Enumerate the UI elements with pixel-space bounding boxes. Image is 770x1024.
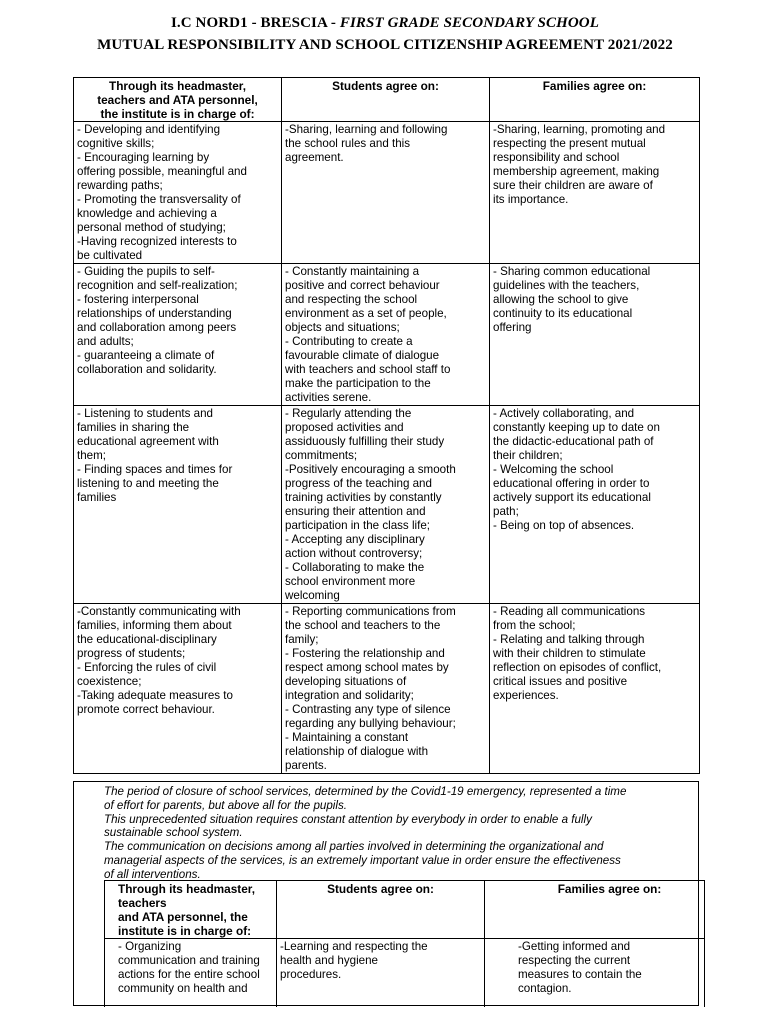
text-line: the school and teachers to the: [285, 619, 441, 632]
text-line: - Contrasting any type of silence: [285, 703, 451, 716]
text-line: welcoming: [285, 589, 340, 602]
text-line: and collaboration among peers: [77, 321, 237, 334]
table-row: [74, 406, 700, 604]
text-line: school environment more: [285, 575, 416, 588]
text-line: continuity to its educational: [493, 307, 633, 320]
text-line: actions for the entire school: [118, 968, 260, 981]
text-line: - Organizing: [118, 940, 182, 953]
institute-cell: [74, 406, 282, 604]
text-line: - guaranteeing a climate of: [77, 349, 215, 362]
institute-cell: [74, 122, 282, 264]
text-line: constantly keeping up to date on: [493, 421, 660, 434]
header-families: [490, 78, 700, 122]
text-line: experiences.: [493, 689, 559, 702]
text-line: agreement.: [285, 151, 344, 164]
institute-cell: [74, 264, 282, 406]
text-line: their children;: [493, 449, 563, 462]
text-line: offering: [493, 321, 532, 334]
table-row: [74, 264, 700, 406]
text-line: - Finding spaces and times for: [77, 463, 233, 476]
text-line: the institute is in charge of:: [100, 107, 255, 121]
text-line: contagion.: [518, 982, 572, 995]
text-line: -Positively encouraging a smooth: [285, 463, 456, 476]
table-header-row: [74, 78, 700, 122]
families-cell: [490, 122, 700, 264]
families-cell: [485, 939, 705, 1007]
school-name: I.C NORD1 - BRESCIA -: [170, 15, 340, 31]
text-line: with teachers and school staff to: [285, 363, 451, 376]
text-line: - Accepting any disciplinary: [285, 533, 425, 546]
text-line: -Sharing, learning, promoting and: [493, 123, 666, 136]
text-line: and adults;: [77, 335, 134, 348]
text-line: membership agreement, making: [493, 165, 660, 178]
students-cell: [282, 406, 490, 604]
text-line: integration and solidarity;: [285, 689, 414, 702]
text-line: -Getting informed and: [518, 940, 631, 953]
text-line: commitments;: [285, 449, 358, 462]
text-line: families, informing them about: [77, 619, 232, 632]
text-line: -Learning and respecting the: [280, 940, 428, 953]
text-line: - Regularly attending the: [285, 407, 412, 420]
text-line: - Promoting the transversality of: [77, 193, 241, 206]
text-line: listening to and meeting the: [77, 477, 219, 490]
institute-cell: [105, 939, 277, 1007]
text-line: Students agree on:: [332, 79, 439, 93]
text-line: - Actively collaborating, and: [493, 407, 635, 420]
text-line: - Reporting communications from: [285, 605, 456, 618]
text-line: training activities by constantly: [285, 491, 442, 504]
text-line: - Collaborating to make the: [285, 561, 425, 574]
text-line: respect among school mates by: [285, 661, 449, 674]
text-line: teachers: [118, 896, 167, 910]
header-students: [282, 78, 490, 122]
text-line: with their children to stimulate: [493, 647, 646, 660]
text-line: - Guiding the pupils to self-: [77, 265, 215, 278]
text-line: them;: [77, 449, 106, 462]
text-line: and ATA personnel, the: [118, 910, 248, 924]
text-line: assiduously fulfilling their study: [285, 435, 445, 448]
text-line: educational offering in order to: [493, 477, 650, 490]
text-line: the school rules and this: [285, 137, 411, 150]
text-line: positive and correct behaviour: [285, 279, 440, 292]
header-institute: [74, 78, 282, 122]
text-line: activities serene.: [285, 391, 372, 404]
text-line: its importance.: [493, 193, 569, 206]
text-line: guidelines with the teachers,: [493, 279, 640, 292]
header-institute: [105, 881, 277, 939]
text-line: responsibility and school: [493, 151, 620, 164]
text-line: -Having recognized interests to: [77, 235, 237, 248]
text-line: - fostering interpersonal: [77, 293, 199, 306]
families-cell: [490, 406, 700, 604]
text-line: - Relating and talking through: [493, 633, 645, 646]
text-line: offering possible, meaningful and: [77, 165, 247, 178]
text-line: - Contributing to create a: [285, 335, 413, 348]
text-line: environment as a set of people,: [285, 307, 447, 320]
text-line: relationship of dialogue with: [285, 745, 429, 758]
text-line: communication and training: [118, 954, 260, 967]
text-line: personal method of studying;: [77, 221, 226, 234]
text-line: proposed activities and: [285, 421, 404, 434]
text-line: and respecting the school: [285, 293, 418, 306]
text-line: promote correct behaviour.: [77, 703, 215, 716]
text-line: respecting the present mutual: [493, 137, 646, 150]
covid-responsibility-table: [104, 880, 705, 1007]
table-row: [105, 939, 705, 1007]
text-line: relationships of understanding: [77, 307, 232, 320]
text-line: -Taking adequate measures to: [77, 689, 233, 702]
families-cell: [490, 264, 700, 406]
header-students: [277, 881, 485, 939]
text-line: The communication on decisions among all parties involved in determining the organizational and: [104, 840, 604, 854]
text-line: Families agree on:: [557, 882, 662, 896]
text-line: be cultivated: [77, 249, 143, 262]
text-line: allowing the school to give: [493, 293, 629, 306]
students-cell: [282, 604, 490, 774]
text-line: -Sharing, learning and following: [285, 123, 448, 136]
text-line: respecting the current: [518, 954, 631, 967]
text-line: The period of closure of school services, determined by the Covid1-19 emergency, represented a time: [104, 785, 627, 798]
text-line: - Welcoming the school: [493, 463, 614, 476]
text-line: ensuring their attention and: [285, 505, 426, 518]
text-line: critical issues and positive: [493, 675, 628, 688]
text-line: path;: [493, 505, 519, 518]
text-line: favourable climate of dialogue: [285, 349, 440, 362]
text-line: health and hygiene: [280, 954, 378, 967]
text-line: action without controversy;: [285, 547, 423, 560]
text-line: Through its headmaster,: [108, 79, 246, 93]
text-line: rewarding paths;: [77, 179, 163, 192]
text-line: the didactic-educational path of: [493, 435, 654, 448]
text-line: cognitive skills;: [77, 137, 155, 150]
text-line: teachers and ATA personnel,: [97, 93, 258, 107]
text-line: Families agree on:: [542, 79, 647, 93]
students-cell: [282, 122, 490, 264]
text-line: of all interventions.: [104, 867, 201, 881]
text-line: progress of students;: [77, 647, 186, 660]
text-line: collaboration and solidarity.: [77, 363, 217, 376]
text-line: Students agree on:: [327, 882, 434, 896]
text-line: sure their children are aware of: [493, 179, 653, 192]
text-line: institute is in charge of:: [118, 924, 252, 938]
table-header-row: [105, 881, 705, 939]
text-line: parents.: [285, 759, 327, 772]
text-line: knowledge and achieving a: [77, 207, 217, 220]
text-line: This unprecedented situation requires constant attention by everybody in order to enable a fully: [104, 812, 592, 826]
responsibility-table: [73, 77, 700, 774]
text-line: - Sharing common educational: [493, 265, 651, 278]
header-families: [485, 881, 705, 939]
students-cell: [277, 939, 485, 1007]
text-line: regarding any bullying behaviour;: [285, 717, 456, 730]
text-line: - Constantly maintaining a: [285, 265, 420, 278]
text-line: of effort for parents, but above all for the pupils.: [104, 798, 347, 812]
table-row: [74, 604, 700, 774]
text-line: progress of the teaching and: [285, 477, 432, 490]
text-line: families: [77, 491, 117, 504]
families-cell: [490, 604, 700, 774]
text-line: educational agreement with: [77, 435, 219, 448]
text-line: - Developing and identifying: [77, 123, 221, 136]
text-line: recognition and self-realization;: [77, 279, 238, 292]
text-line: participation in the class life;: [285, 519, 430, 532]
text-line: from the school;: [493, 619, 576, 632]
text-line: sustainable school system.: [104, 826, 243, 840]
agreement-title: MUTUAL RESPONSIBILITY AND SCHOOL CITIZENSHIP AGREEMENT 2021/2022: [97, 37, 673, 53]
text-line: coexistence;: [77, 675, 142, 688]
covid-intro-text: [104, 785, 694, 882]
text-line: measures to contain the: [518, 968, 642, 981]
text-line: -Constantly communicating with: [77, 605, 241, 618]
text-line: reflection on episodes of conflict,: [493, 661, 662, 674]
text-line: the educational-disciplinary: [77, 633, 217, 646]
students-cell: [282, 264, 490, 406]
text-line: procedures.: [280, 968, 342, 981]
table-row: [74, 122, 700, 264]
institute-cell: [74, 604, 282, 774]
covid-section: [73, 781, 699, 1006]
text-line: managerial aspects of the services, is an extremely important value in order ensure the effectiveness: [104, 853, 621, 867]
text-line: actively support its educational: [493, 491, 651, 504]
document-title: [0, 15, 770, 32]
text-line: - Being on top of absences.: [493, 519, 635, 532]
text-line: - Reading all communications: [493, 605, 646, 618]
text-line: - Encouraging learning by: [77, 151, 210, 164]
text-line: - Fostering the relationship and: [285, 647, 445, 660]
text-line: - Enforcing the rules of civil: [77, 661, 217, 674]
text-line: - Maintaining a constant: [285, 731, 409, 744]
text-line: community on health and: [118, 982, 248, 995]
school-grade: FIRST GRADE SECONDARY SCHOOL: [339, 15, 599, 31]
text-line: developing situations of: [285, 675, 407, 688]
text-line: families in sharing the: [77, 421, 190, 434]
text-line: objects and situations;: [285, 321, 400, 334]
text-line: make the participation to the: [285, 377, 431, 390]
text-line: - Listening to students and: [77, 407, 213, 420]
text-line: Through its headmaster,: [118, 882, 256, 896]
text-line: family;: [285, 633, 319, 646]
